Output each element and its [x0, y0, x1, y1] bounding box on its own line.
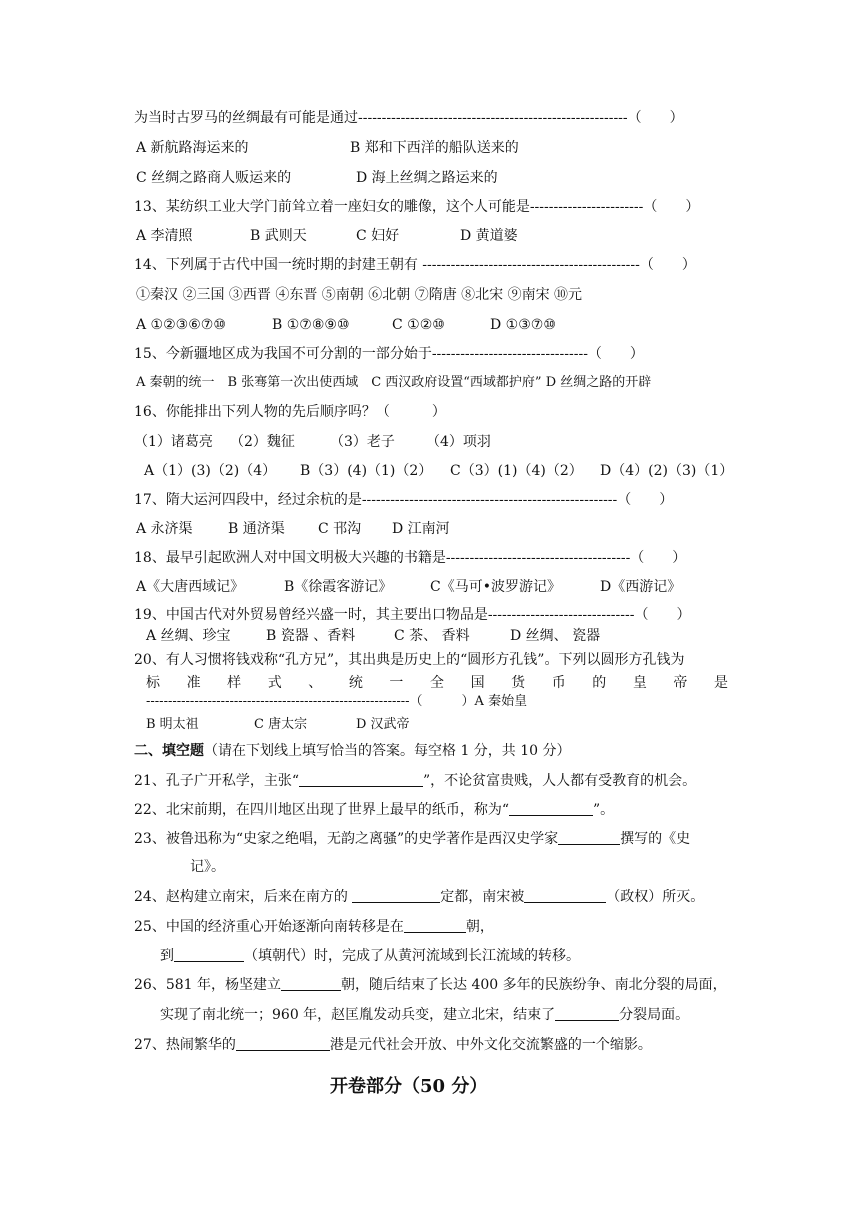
q20-option-b: B 明太祖 [146, 717, 199, 732]
q13-option-b: B 武则天 [250, 228, 307, 244]
q22-text-before: 22、北宋前期，在四川地区出现了世界上最早的纸币，称为“ [134, 802, 509, 818]
q18-option-d: D《西游记》 [600, 579, 682, 595]
q17-option-b: B 通济渠 [228, 521, 285, 537]
q25-text-before: 25、中国的经济重心开始逐渐向南转移是在 [134, 919, 404, 935]
q23-blank[interactable] [558, 830, 620, 845]
q16-option-d: D（4）(2)（3)（1） [600, 463, 734, 479]
q26-text-before: 26、581 年，杨坚建立 [134, 977, 281, 993]
q26-line2-text-before: 实现了南北统一；960 年，赵匡胤发动兵变，建立北宋，结束了 [160, 1007, 556, 1023]
q26 [134, 976, 727, 994]
q23-text-after: 撰写的《史 [620, 831, 691, 847]
q20-option-d: D 汉武帝 [356, 717, 410, 732]
q24-blank-1[interactable] [352, 888, 440, 903]
q25-line2 [160, 947, 580, 965]
q16-option-b: B（3）(4)（1)（2） [300, 463, 433, 479]
q21-text-after: ”，不论贫富贵贱，人人都有受教育的机会。 [422, 773, 697, 789]
q20-stem-line3: ------------------------------------------------------------（ ）A 秦始皇 [146, 694, 528, 709]
q20-stem-line2: 标准样式、统一全国货币的皇帝是 [146, 675, 728, 691]
q19-option-d: D 丝绸、 瓷器 [510, 628, 601, 644]
q16-stem: 16、你能排出下列人物的先后顺序吗？（ ） [134, 404, 446, 420]
q19-option-b: B 瓷器 、香料 [266, 628, 356, 644]
q17-option-d: D 江南河 [392, 521, 450, 537]
q27-text-after: 港是元代社会开放、中外文化交流繁盛的一个缩影。 [329, 1037, 652, 1053]
q21-blank[interactable] [299, 772, 423, 787]
q19-option-a: A 丝绸、珍宝 [146, 628, 231, 644]
q23-text-before: 23、被鲁迅称为“史家之绝唱，无韵之离骚”的史学著作是西汉史学家 [134, 831, 559, 847]
q17-option-a: A 永济渠 [136, 521, 193, 537]
q22-text-after: ”。 [592, 802, 615, 818]
q12-option-d: D 海上丝绸之路运来的 [356, 170, 498, 186]
q26-blank-2[interactable] [555, 1006, 619, 1021]
q26-text-after: 朝，随后结束了长达 400 多年的民族纷争、南北分裂的局面， [341, 977, 727, 993]
q12-option-a: A 新航路海运来的 [136, 140, 249, 156]
q24-text-after: （政权）所灭。 [606, 889, 705, 905]
q25 [134, 918, 494, 936]
q14-option-d: D ①③⑦⑩ [490, 317, 556, 333]
q13-option-d: D 黄道婆 [460, 228, 518, 244]
q18-option-c: C《马可•波罗游记》 [430, 579, 561, 595]
q16-person-3: （3）老子 [330, 434, 395, 450]
q15-stem: 15、今新疆地区成为我国不可分割的一部分始于---------------------------------（ ） [134, 346, 644, 362]
q27-text-before: 27、热闹繁华的 [134, 1037, 236, 1053]
q13-stem: 13、某纺织工业大学门前耸立着一座妇女的雕像，这个人可能是------------------------（ ） [134, 199, 700, 215]
q14-option-b: B ①⑦⑧⑨⑩ [272, 317, 350, 333]
q20-option-c: C 唐太宗 [254, 717, 308, 732]
q16-option-c: C（3）(1)（4)（2） [450, 463, 583, 479]
q25-text-after: 朝， [465, 919, 494, 935]
q14-items: ①秦汉 ②三国 ③西晋 ④东晋 ⑤南朝 ⑥北朝 ⑦隋唐 ⑧北宋 ⑨南宋 ⑩元 [136, 287, 583, 303]
q27 [134, 1036, 652, 1054]
q18-option-a: A《大唐西域记》 [136, 579, 245, 595]
q18-option-b: B《徐霞客游记》 [284, 579, 393, 595]
q17-stem: 17、隋大运河四段中，经过余杭的是------------------------------------------------------（ ） [134, 492, 674, 508]
q25-line2-text-after: （填朝代）时，完成了从黄河流域到长江流域的转移。 [244, 948, 580, 964]
q16-person-4: （4）项羽 [426, 434, 491, 450]
q20-stem-line1: 20、有人习惯将钱戏称“孔方兄”，其出典是历史上的“圆形方孔钱”。下列以圆形方孔钱为 [134, 652, 685, 668]
q13-option-c: C 妇好 [356, 228, 400, 244]
section2-heading [134, 742, 571, 760]
q25-line2-text-before: 到 [160, 948, 174, 964]
q22 [134, 801, 614, 819]
q12-option-c: C 丝绸之路商人贩运来的 [136, 170, 292, 186]
q17-option-c: C 邗沟 [318, 521, 362, 537]
q25-blank-1[interactable] [404, 918, 466, 933]
q14-stem: 14、下列属于古代中国一统时期的封建王朝有 ----------------------------------------------（ ） [134, 257, 696, 273]
q26-line2 [160, 1006, 689, 1024]
q21-text-before: 21、孔子广开私学，主张“ [134, 773, 299, 789]
q14-option-c: C ①②⑩ [392, 317, 445, 333]
section2-note: （请在下划线上填写恰当的答案。每空格 1 分，共 10 分） [204, 743, 571, 759]
q27-blank[interactable] [236, 1036, 330, 1051]
q14-option-a: A ①②③⑥⑦⑩ [136, 317, 226, 333]
q12-option-b: B 郑和下西洋的船队送来的 [350, 140, 519, 156]
q25-blank-2[interactable] [174, 947, 244, 962]
q24-text-mid: 定都，南宋被 [440, 889, 525, 905]
q23 [134, 830, 690, 848]
q24-blank-2[interactable] [524, 888, 606, 903]
q23-line2: 记》。 [190, 859, 225, 875]
q22-blank[interactable] [509, 801, 593, 816]
section2-title: 二、填空题 [134, 743, 204, 759]
q26-line2-text-after: 分裂局面。 [619, 1007, 690, 1023]
q24-text-before: 24、赵构建立南宋，后来在南方的 [134, 889, 353, 905]
q13-option-a: A 李清照 [136, 228, 193, 244]
q12-stem: 为当时古罗马的丝绸最有可能是通过---------------------------------------------------------（ ） [134, 110, 684, 126]
open-section-title: 开卷部分（50 分） [330, 1076, 488, 1097]
q24 [134, 888, 704, 906]
q26-blank-1[interactable] [281, 976, 341, 991]
q18-stem: 18、最早引起欧洲人对中国文明极大兴趣的书籍是---------------------------------------（ ） [134, 550, 687, 566]
q16-person-1: （1）诸葛亮 [134, 434, 213, 450]
q21 [134, 772, 696, 790]
q16-person-2: （2）魏征 [230, 434, 295, 450]
q19-stem: 19、中国古代对外贸易曾经兴盛一时，其主要出口物品是-------------------------------（ ） [134, 607, 691, 623]
q19-option-c: C 茶、 香料 [394, 628, 470, 644]
q16-option-a: A（1）(3)（2)（4） [144, 463, 277, 479]
q15-options: A 秦朝的统一 B 张骞第一次出使西域 C 西汉政府设置“西域都护府” D 丝绸之路的开辟 [136, 375, 652, 390]
